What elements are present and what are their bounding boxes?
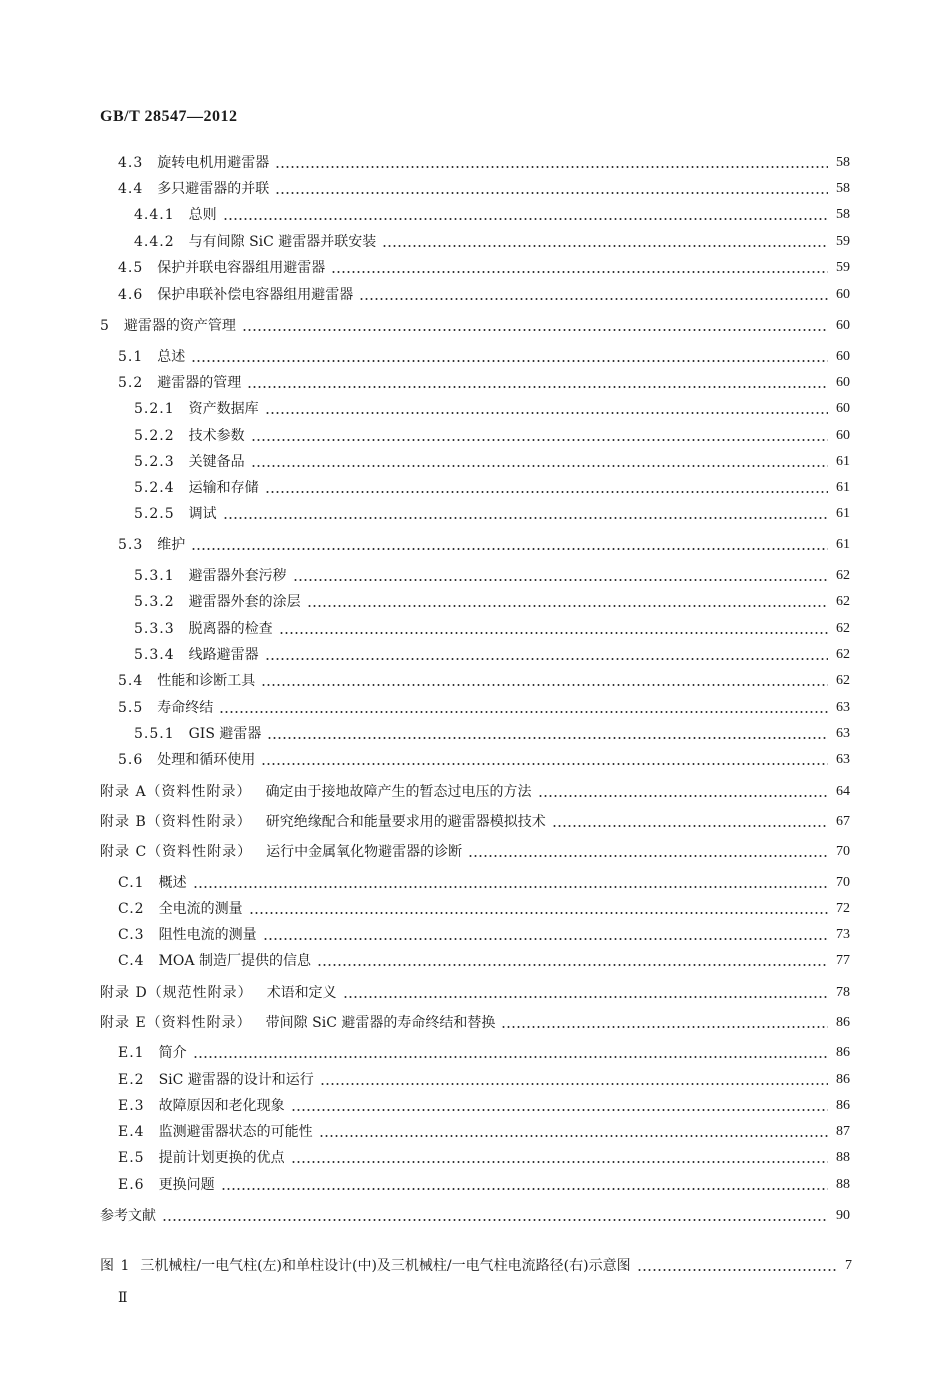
toc-entry-title: 资产数据库: [188, 401, 259, 417]
toc-entry-page: 88: [836, 1150, 850, 1165]
toc-entry-title: 全电流的测量: [158, 901, 243, 917]
toc-entry-page: 86: [836, 1098, 850, 1113]
toc-entry-title: 多只避雷器的并联: [157, 181, 270, 197]
toc-entry[interactable]: [100, 1203, 850, 1225]
toc-entry-number: C.4: [118, 953, 145, 969]
toc-entry-page: 70: [836, 844, 850, 859]
toc-entry-number: 5.2.2: [134, 428, 175, 444]
toc-entry-title: 避雷器的管理: [157, 375, 242, 391]
figure-list-entry[interactable]: [100, 1253, 852, 1275]
toc-entry-number: 5: [100, 318, 110, 334]
dot-leader: [267, 737, 828, 739]
toc-entry-number: 5.3.2: [134, 594, 175, 610]
toc-entry-page: 58: [836, 181, 850, 196]
dot-leader: [162, 1219, 828, 1221]
toc-entry-number: 5.1: [118, 349, 144, 365]
dot-leader: [331, 271, 828, 273]
document-id: GB/T 28547—2012: [100, 108, 238, 125]
toc-entry-number: 4.4: [118, 181, 144, 197]
toc-entry-title: 脱离器的检查: [188, 621, 273, 637]
dot-leader: [251, 465, 828, 467]
toc-entry[interactable]: [118, 1093, 850, 1115]
dot-leader: [261, 684, 828, 686]
toc-entry-page: 64: [836, 784, 850, 799]
toc-entry-title: SiC 避雷器的设计和运行: [158, 1072, 314, 1088]
toc-entry-title: 运输和存储: [188, 480, 259, 496]
toc-entry-title: GIS 避雷器: [188, 726, 262, 742]
toc-entry-page: 78: [836, 985, 850, 1000]
dot-leader: [219, 711, 828, 713]
toc-entry-title: 维护: [157, 537, 186, 553]
toc-entry[interactable]: [134, 563, 850, 585]
toc-entry-page: 62: [836, 594, 850, 609]
toc-entry-number: E.4: [118, 1124, 145, 1140]
toc-entry-title: 确定由于接地故障产生的暂态过电压的方法: [265, 784, 532, 800]
dot-leader: [291, 1161, 828, 1163]
toc-entry-number: 附录 B（资料性附录）: [100, 814, 252, 830]
toc-entry-number: 附录 E（资料性附录）: [100, 1015, 252, 1031]
toc-entry-page: 60: [836, 318, 850, 333]
toc-entry[interactable]: [118, 255, 850, 277]
toc-entry-title: 避雷器外套污秽: [188, 568, 287, 584]
toc-entry-page: 59: [836, 260, 850, 275]
toc-entry-number: 5.5: [118, 700, 144, 716]
toc-entry[interactable]: [100, 779, 850, 801]
toc-entry-number: C.2: [118, 901, 145, 917]
toc-entry-page: 86: [836, 1045, 850, 1060]
dot-leader: [265, 491, 828, 493]
toc-entry[interactable]: [118, 282, 850, 304]
toc-entry[interactable]: [118, 150, 850, 172]
toc-entry-title: 总则: [188, 207, 217, 223]
dot-leader: [319, 1135, 828, 1137]
toc-entry-page: 61: [836, 454, 850, 469]
toc-entry-title: 运行中金属氧化物避雷器的诊断: [266, 844, 463, 860]
toc-entry-number: 附录 D（规范性附录）: [100, 985, 253, 1001]
toc-entry-number: 5.4: [118, 673, 144, 689]
toc-entry-title: 避雷器外套的涂层: [188, 594, 301, 610]
toc-entry-number: C.1: [118, 875, 145, 891]
toc-entry-title: 性能和诊断工具: [157, 673, 256, 689]
dot-leader: [265, 412, 828, 414]
toc-entry-title: 处理和循环使用: [157, 752, 256, 768]
toc-entry[interactable]: [118, 532, 850, 554]
dot-leader: [501, 1026, 828, 1028]
dot-leader: [242, 329, 828, 331]
toc-entry-title: 关键备品: [188, 454, 245, 470]
dot-leader: [382, 245, 828, 247]
toc-entry-page: 62: [836, 673, 850, 688]
toc-entry-page: 59: [836, 234, 850, 249]
dot-leader: [468, 855, 828, 857]
dot-leader: [249, 912, 828, 914]
toc-entry-page: 77: [836, 953, 850, 968]
toc-entry-page: 60: [836, 349, 850, 364]
dot-leader: [191, 548, 828, 550]
toc-entry-number: 5.2.5: [134, 506, 175, 522]
toc-entry-number: E.3: [118, 1098, 145, 1114]
toc-entry-title: 调试: [188, 506, 217, 522]
toc-entry-title: MOA 制造厂提供的信息: [158, 953, 311, 969]
toc-entry-page: 73: [836, 927, 850, 942]
toc-entry-number: 4.3: [118, 155, 144, 171]
toc-entry[interactable]: [100, 809, 850, 831]
toc-entry-number: E.2: [118, 1072, 145, 1088]
toc-entry-page: 62: [836, 647, 850, 662]
toc-entry-page: 61: [836, 537, 850, 552]
toc-entry-number: 5.2.3: [134, 454, 175, 470]
toc-entry[interactable]: [134, 475, 850, 497]
toc-entry-page: 60: [836, 401, 850, 416]
dot-leader: [247, 386, 828, 388]
toc-entry-title: 总述: [157, 349, 186, 365]
dot-leader: [293, 579, 828, 581]
toc-entry-title: 概述: [158, 875, 187, 891]
toc-entry-page: 72: [836, 901, 850, 916]
dot-leader: [538, 795, 828, 797]
toc-entry-number: 4.6: [118, 287, 144, 303]
dot-leader: [552, 825, 828, 827]
toc-entry-page: 63: [836, 726, 850, 741]
toc-entry-page: 90: [836, 1208, 850, 1223]
toc-entry[interactable]: [100, 1010, 850, 1032]
toc-entry-title: 旋转电机用避雷器: [157, 155, 270, 171]
toc-entry-page: 58: [836, 207, 850, 222]
dot-leader: [291, 1109, 828, 1111]
toc-entry-title: 保护并联电容器组用避雷器: [157, 260, 326, 276]
toc-entry[interactable]: [118, 1040, 850, 1062]
dot-leader: [223, 517, 828, 519]
toc-entry[interactable]: [118, 1172, 850, 1194]
toc-entry-number: E.1: [118, 1045, 145, 1061]
toc-entry[interactable]: [118, 668, 850, 690]
toc-entry[interactable]: [118, 747, 850, 769]
toc-entry[interactable]: [118, 870, 850, 892]
toc-entry-page: 87: [836, 1124, 850, 1139]
figure-number: 图 1: [100, 1258, 131, 1274]
toc-entry[interactable]: [134, 501, 850, 523]
toc-entry-title: 更换问题: [158, 1177, 215, 1193]
toc-entry[interactable]: [118, 1119, 850, 1141]
toc-entry-title: 保护串联补偿电容器组用避雷器: [157, 287, 354, 303]
toc-entry-title: 技术参数: [188, 428, 245, 444]
toc-entry[interactable]: [134, 589, 850, 611]
toc-entry[interactable]: [134, 202, 850, 224]
toc-entry-number: E.6: [118, 1177, 145, 1193]
page-numeral: Ⅱ: [118, 1291, 128, 1306]
dot-leader: [261, 763, 828, 765]
toc-entry-title: 简介: [158, 1045, 187, 1061]
toc-entry-page: 86: [836, 1072, 850, 1087]
toc-entry[interactable]: [118, 344, 850, 366]
toc-entry[interactable]: [134, 229, 850, 251]
dot-leader: [343, 996, 828, 998]
dot-leader: [275, 192, 828, 194]
toc-entry[interactable]: [100, 839, 850, 861]
toc-entry-title: 研究绝缘配合和能量要求用的避雷器模拟技术: [265, 814, 546, 830]
toc-entry-page: 60: [836, 428, 850, 443]
toc-entry[interactable]: [100, 313, 850, 335]
toc-entry[interactable]: [134, 423, 850, 445]
toc-entry[interactable]: [118, 176, 850, 198]
toc-entry-title: 故障原因和老化现象: [158, 1098, 285, 1114]
dot-leader: [263, 938, 828, 940]
toc-entry-page: 62: [836, 568, 850, 583]
toc-entry-page: 60: [836, 375, 850, 390]
toc-entry-number: E.5: [118, 1150, 145, 1166]
toc-entry-title: 与有间隙 SiC 避雷器并联安装: [188, 234, 377, 250]
toc-entry-number: 5.3.1: [134, 568, 175, 584]
toc-entry-number: 5.2: [118, 375, 144, 391]
figure-title: 三机械柱/一电气柱(左)和单柱设计(中)及三机械柱/一电气柱电流路径(右)示意图: [140, 1258, 631, 1274]
dot-leader: [193, 886, 828, 888]
toc-entry-title: 监测避雷器状态的可能性: [158, 1124, 313, 1140]
toc-entry-number: 4.5: [118, 260, 144, 276]
toc-entry-title: 术语和定义: [266, 985, 337, 1001]
toc-entry-page: 67: [836, 814, 850, 829]
toc-entry-page: 63: [836, 700, 850, 715]
figure-page: 7: [845, 1258, 852, 1273]
toc-entry[interactable]: [118, 922, 850, 944]
dot-leader: [317, 964, 828, 966]
toc-entry[interactable]: [118, 948, 850, 970]
toc-entry[interactable]: [134, 616, 850, 638]
toc-entry-page: 63: [836, 752, 850, 767]
toc-entry[interactable]: [100, 980, 850, 1002]
toc-entry-page: 88: [836, 1177, 850, 1192]
toc-entry[interactable]: [134, 642, 850, 664]
dot-leader: [307, 605, 828, 607]
toc-entry[interactable]: [118, 896, 850, 918]
toc-entry-page: 60: [836, 287, 850, 302]
dot-leader: [320, 1083, 828, 1085]
toc-entry-title: 提前计划更换的优点: [158, 1150, 285, 1166]
toc-entry[interactable]: [118, 1145, 850, 1167]
toc-entry-number: C.3: [118, 927, 145, 943]
toc-entry-page: 61: [836, 506, 850, 521]
toc-entry[interactable]: [134, 721, 850, 743]
dot-leader: [359, 298, 828, 300]
toc-entry-number: 5.3.3: [134, 621, 175, 637]
toc-entry-title: 阻性电流的测量: [158, 927, 257, 943]
dot-leader: [265, 658, 828, 660]
dot-leader: [193, 1056, 828, 1058]
toc-entry-number: 附录 C（资料性附录）: [100, 844, 253, 860]
toc-entry[interactable]: [118, 1067, 850, 1089]
toc-entry-number: 5.6: [118, 752, 144, 768]
toc-entry-number: 5.2.1: [134, 401, 175, 417]
toc-entry-title: 参考文献: [100, 1208, 156, 1224]
dot-leader: [221, 1188, 828, 1190]
toc-entry-number: 5.3.4: [134, 647, 175, 663]
dot-leader: [279, 632, 828, 634]
toc-entry-title: 带间隙 SiC 避雷器的寿命终结和替换: [265, 1015, 496, 1031]
toc-entry-page: 86: [836, 1015, 850, 1030]
toc-entry-page: 58: [836, 155, 850, 170]
toc-entry-title: 避雷器的资产管理: [123, 318, 236, 334]
toc-entry[interactable]: [134, 396, 850, 418]
toc-entry-title: 寿命终结: [157, 700, 214, 716]
toc-entry-number: 5.2.4: [134, 480, 175, 496]
toc-entry-number: 附录 A（资料性附录）: [100, 784, 252, 800]
dot-leader: [223, 218, 828, 220]
toc-entry-page: 70: [836, 875, 850, 890]
toc-entry[interactable]: [118, 695, 850, 717]
dot-leader: [191, 360, 828, 362]
toc-entry-number: 5.5.1: [134, 726, 175, 742]
dot-leader: [275, 166, 828, 168]
dot-leader: [637, 1269, 838, 1271]
toc-entry-page: 61: [836, 480, 850, 495]
toc-entry-number: 4.4.2: [134, 234, 175, 250]
toc-entry-number: 4.4.1: [134, 207, 175, 223]
toc-entry-number: 5.3: [118, 537, 144, 553]
toc-entry[interactable]: [118, 370, 850, 392]
dot-leader: [251, 439, 828, 441]
toc-entry[interactable]: [134, 449, 850, 471]
toc-entry-title: 线路避雷器: [188, 647, 259, 663]
toc-entry-page: 62: [836, 621, 850, 636]
